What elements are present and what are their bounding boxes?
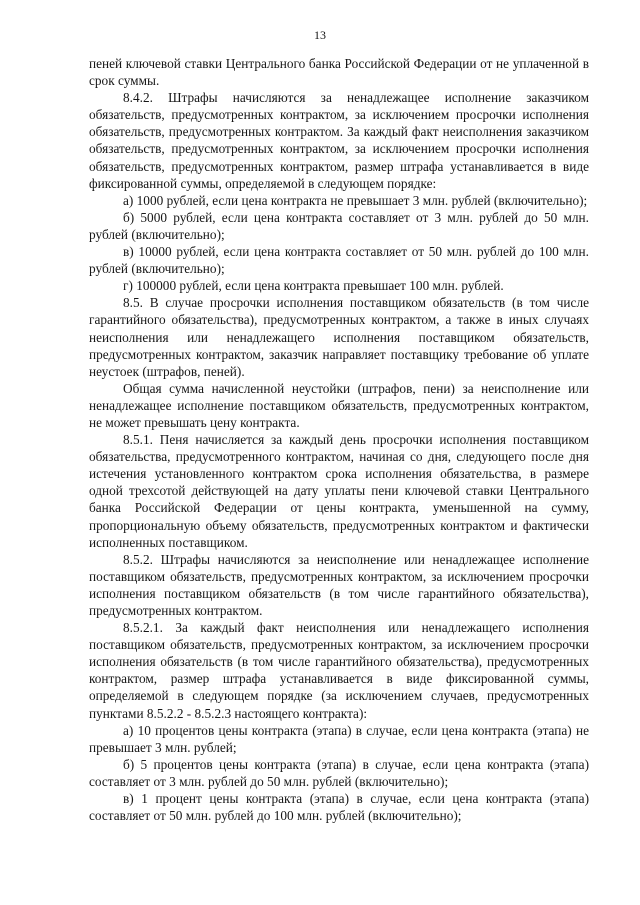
paragraph-8-5-2-1: 8.5.2.1. За каждый факт неисполнения или ненадлежащего исполнения поставщиком обязательств, предусмотренных контрактом, за исключением просрочки исполнения обязательств (в том числе гарантийного обязательства), предусмотренных контрактом, размер штрафа устанавливается в виде фиксированной суммы, определяемой в следующем порядке (за исключением случаев, предусмотренных пунктами 8.5.2.2 - 8.5.2.3 настоящего контракта): [89,620,589,721]
list-item-b-5-percent: б) 5 процентов цены контракта (этапа) в случае, если цена контракта (этапа) составляет от 3 млн. рублей до 50 млн. рублей (включительно); [89,756,589,789]
list-item-a-1000: а) 1000 рублей, если цена контракта не превышает 3 млн. рублей (включительно); [123,192,588,208]
paragraph-8-4-2: 8.4.2. Штрафы начисляются за ненадлежащее исполнение заказчиком обязательств, предусмотренных контрактом, за исключением просрочки исполнения обязательств, предусмотренных контрактом. За каждый факт неисполнения заказчиком обязательств, предусмотренных контрактом, за исключением просрочки исполнения обязательств, предусмотренных контрактом, размер штрафа устанавливается в виде фиксированной суммы, определяемой в следующем порядке: [89,90,589,191]
list-item-v-10000: в) 10000 рублей, если цена контракта составляет от 50 млн. рублей до 100 млн. рублей (включительно); [89,244,589,277]
paragraph-8-5: 8.5. В случае просрочки исполнения поставщиком обязательств (в том числе гарантийного обязательства), предусмотренных контрактом, а также в иных случаях неисполнения или ненадлежащего исполнения поставщиком обязательств, предусмотренных контрактом, заказчик направляет поставщику требование об уплате неустоек (штрафов, пеней). [89,295,589,379]
list-item-g-100000: г) 100000 рублей, если цена контракта превышает 100 млн. рублей. [123,278,504,294]
list-item-b-5000: б) 5000 рублей, если цена контракта составляет от 3 млн. рублей до 50 млн. рублей (включительно); [89,209,589,242]
page-number: 13 [314,28,326,42]
paragraph-continuation: пеней ключевой ставки Центрального банка Российской Федерации от не уплаченной в срок суммы. [89,56,589,89]
paragraph-8-5-2: 8.5.2. Штрафы начисляются за неисполнение или ненадлежащее исполнение поставщиком обязательств, предусмотренных контрактом, за исключением просрочки исполнения поставщиком обязательств (в том числе гарантийного обязательства), предусмотренных контрактом. [89,551,589,618]
paragraph-8-5-1: 8.5.1. Пеня начисляется за каждый день просрочки исполнения поставщиком обязательства, предусмотренного контрактом, начиная со дня, следующего после дня истечения установленного контрактом срока исполнения обязательства, в размере одной трехсотой действующей на дату уплаты пени ключевой ставки Центрального банка Российской Федерации от цены контракта, уменьшенной на сумму, пропорциональную объему обязательств, предусмотренных контрактом и фактически исполненных поставщиком. [89,432,589,550]
paragraph-total-penalty: Общая сумма начисленной неустойки (штрафов, пени) за неисполнение или ненадлежащее исполнение поставщиком обязательств, предусмотренных контрактом, не может превышать цену контракта. [89,380,589,430]
document-body [89,55,589,824]
list-item-a-10-percent: а) 10 процентов цены контракта (этапа) в случае, если цена контракта (этапа) не превышает 3 млн. рублей; [89,722,589,755]
list-item-v-1-percent: в) 1 процент цены контракта (этапа) в случае, если цена контракта (этапа) составляет от 50 млн. рублей до 100 млн. рублей (включительно); [89,791,589,824]
